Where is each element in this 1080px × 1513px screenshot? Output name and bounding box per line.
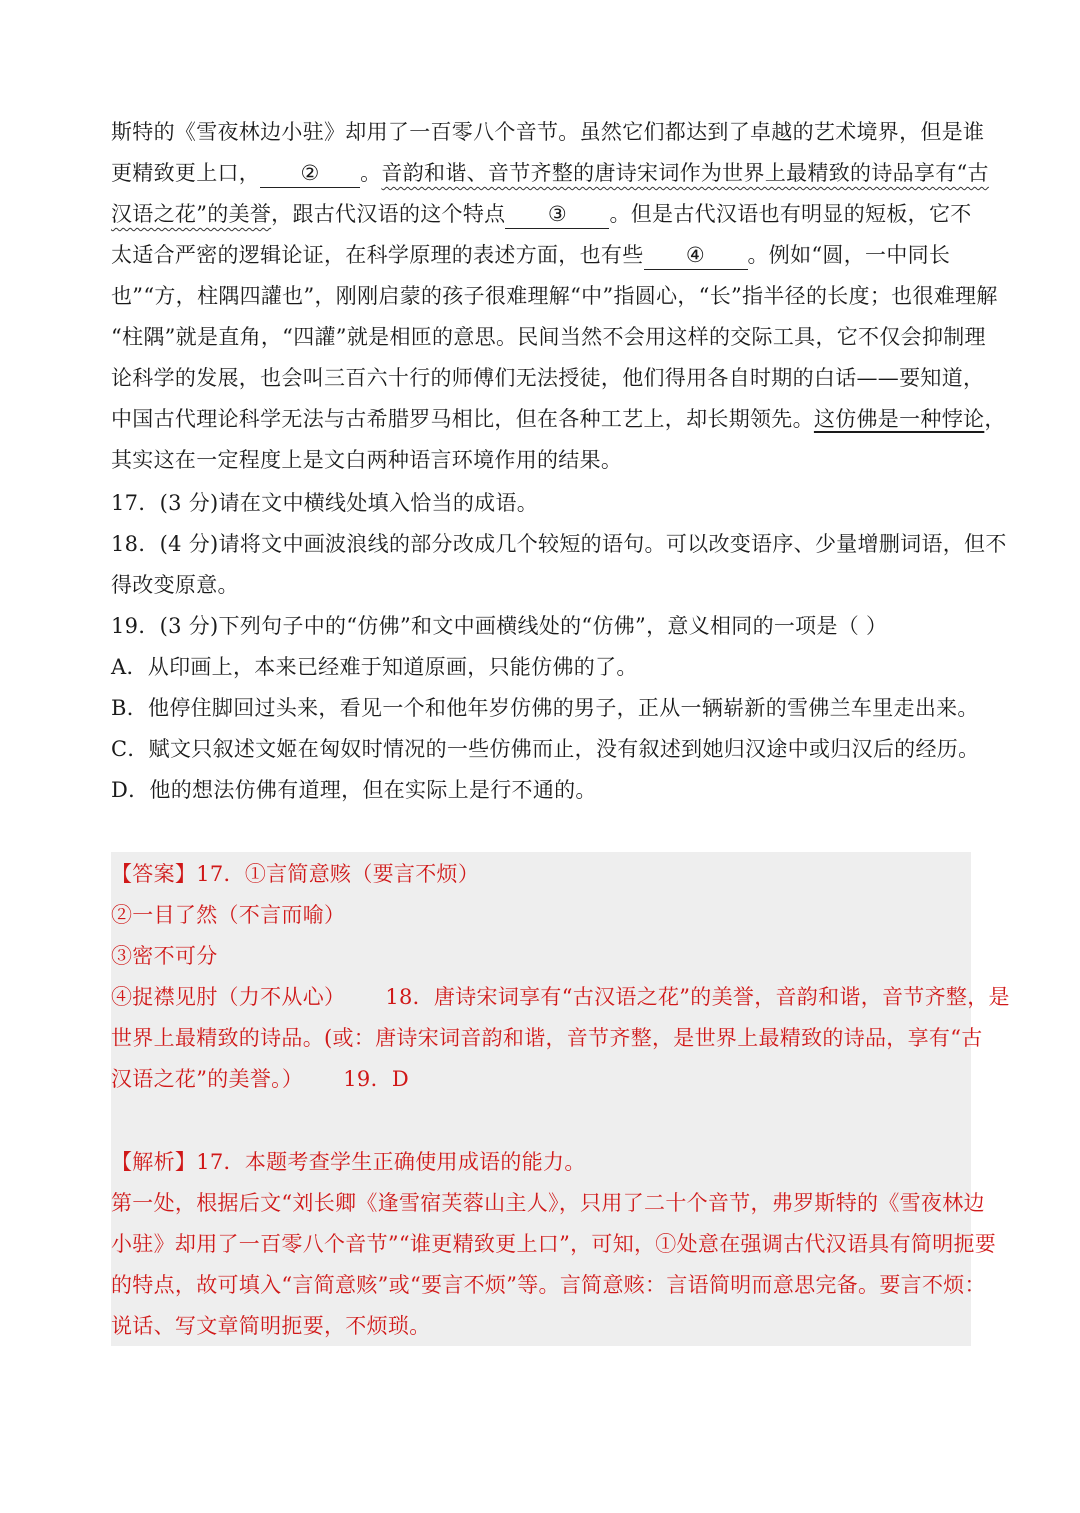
- question-19: 19．(3 分)下列句子中的“仿佛”和文中画横线处的“仿佛”，意义相同的一项是（ ）: [111, 614, 888, 638]
- answer-line-6: 汉语之花”的美誉。） 19．D: [111, 1067, 410, 1091]
- option-b: B．他停住脚回过头来，看见一个和他年岁仿佛的男子，正从一辆崭新的雪佛兰车里走出来。: [111, 696, 979, 720]
- answer-line-5: 世界上最精致的诗品。(或：唐诗宋词音韵和谐，音节齐整，是世界上最精致的诗品，享有“古: [111, 1026, 983, 1050]
- passage-line-8: 中国古代理论科学无法与古希腊罗马相比，但在各种工艺上，却长期领先。这仿佛是一种悖论，: [111, 407, 1006, 431]
- passage-line-6: “柱隅”就是直角，“四讙”就是相匝的意思。民间当然不会用这样的交际工具，它不仅会抑制理: [111, 325, 986, 349]
- option-c: C．赋文只叙述文姬在匈奴时情况的一些仿佛而止，没有叙述到她归汉途中或归汉后的经历。: [111, 737, 980, 761]
- question-18: 18．(4 分)请将文中画波浪线的部分改成几个较短的语句。可以改变语序、少量增删词语，但不: [111, 532, 1007, 556]
- analysis-line-1: 【解析】17．本题考查学生正确使用成语的能力。: [111, 1150, 586, 1174]
- answer-line-1: 【答案】17．①言简意赅（要言不烦）: [111, 862, 480, 886]
- passage-line-7: 论科学的发展，也会叫三百六十行的师傅们无法授徒，他们得用各自时期的白话——要知道，: [111, 366, 985, 390]
- blank-3: ③: [505, 200, 609, 229]
- analysis-line-3: 小驻》却用了一百零八个音节”“谁更精致更上口”，可知，①处意在强调古代汉语具有简明扼要: [111, 1232, 997, 1256]
- blank-4: ④: [644, 241, 748, 270]
- option-a: A．从印画上，本来已经难于知道原画，只能仿佛的了。: [111, 655, 638, 679]
- question-17: 17．(3 分)请在文中横线处填入恰当的成语。: [111, 491, 539, 515]
- passage-line-1: 斯特的《雪夜林边小驻》却用了一百零八个音节。虽然它们都达到了卓越的艺术境界，但是谁: [111, 120, 985, 144]
- passage-line-5: 也”“方，柱隅四讙也”，刚刚启蒙的孩子很难理解“中”指圆心，“长”指半径的长度；也很难理解: [111, 284, 998, 308]
- wavy-underlined-text: 音韵和谐、音节齐整的唐诗宋词作为世界上最精致的诗品享有“古: [381, 161, 989, 185]
- analysis-line-5: 说话、写文章简明扼要，不烦琐。: [111, 1314, 431, 1338]
- blank-2: ②: [260, 159, 360, 188]
- analysis-line-2: 第一处，根据后文“刘长卿《逢雪宿芙蓉山主人》，只用了二十个音节，弗罗斯特的《雪夜林边: [111, 1191, 985, 1215]
- passage-line-2: 更精致更上口， ② 。音韵和谐、音节齐整的唐诗宋词作为世界上最精致的诗品享有“古: [111, 153, 989, 194]
- answer-line-3: ③密不可分: [111, 944, 218, 968]
- passage-line-9: 其实这在一定程度上是文白两种语言环境作用的结果。: [111, 448, 623, 472]
- passage-line-3: 汉语之花”的美誉，跟古代汉语的这个特点 ③ 。但是古代汉语也有明显的短板，它不: [111, 194, 972, 235]
- passage-line-4: 太适合严密的逻辑论证，在科学原理的表述方面，也有些 ④ 。例如“圆，一中同长: [111, 235, 950, 276]
- wavy-underlined-text-cont: 汉语之花”的美誉: [111, 202, 272, 226]
- answer-line-4: ④捉襟见肘（力不从心） 18．唐诗宋词享有“古汉语之花”的美誉，音韵和谐，音节齐整，是: [111, 985, 1010, 1009]
- underlined-phrase: 这仿佛是一种悖论: [813, 407, 985, 431]
- option-d: D．他的想法仿佛有道理，但在实际上是行不通的。: [111, 778, 597, 802]
- analysis-line-4: 的特点，故可填入“言简意赅”或“要言不烦”等。言简意赅：言语简明而意思完备。要言不烦：: [111, 1273, 986, 1297]
- question-18-cont: 得改变原意。: [111, 573, 239, 597]
- answer-line-2: ②一目了然（不言而喻）: [111, 903, 346, 927]
